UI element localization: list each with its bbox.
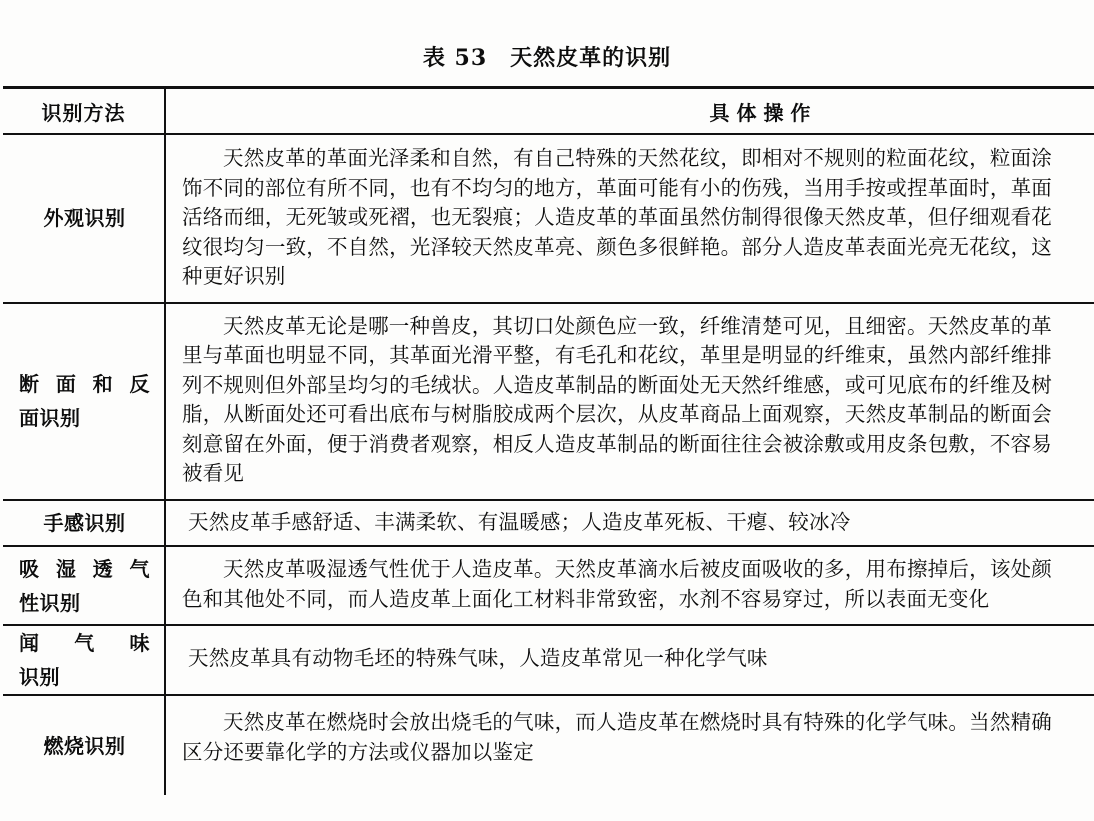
operation-text: 天然皮革的革面光泽柔和自然，有自己特殊的天然花纹，即相对不规则的粒面花纹，粒面涂饰不同的部位有所不同，也有不均匀的地方，革面可能有小的伤残，当用手按或捏革面时，革面活络而细，无死皱或死褶，也无裂痕；人造皮革的革面虽然仿制得很像天然皮革，但仔细观看花纹很均匀一致，不自然，光泽较天然皮革亮、颜色多很鲜艳。部分人造皮革表面光亮无花纹，这种更好识别	[182, 146, 1052, 288]
method-label	[3, 626, 164, 694]
operation-cell-appearance	[165, 134, 1094, 303]
method-label: 手感识别	[43, 510, 126, 535]
method-cell-burning	[3, 695, 165, 795]
table-row	[3, 303, 1094, 500]
method-cell-appearance	[3, 134, 165, 303]
operation-text: 天然皮革无论是哪一种兽皮，其切口处颜色应一致，纤维清楚可见，且细密。天然皮革的革里与革面也明显不同，其革面光滑平整，有毛孔和花纹，革里是明显的纤维束，虽然内部纤维排列不规则但外部呈均匀的毛绒状。人造皮革制品的断面处无天然纤维感，或可见底布的纤维及树脂，从断面处还可看出底布与树脂胶成两个层次，从皮革商品上面观察，天然皮革制品的断面会刻意留在外面，便于消费者观察，相反人造皮革制品的断面往往会被涂敷或用皮条包敷，不容易被看见	[182, 313, 1052, 485]
method-cell-smell	[3, 625, 165, 695]
operation-text: 天然皮革在燃烧时会放出烧毛的气味，而人造皮革在燃烧时具有特殊的化学气味。当然精确区分还要靠化学的方法或仪器加以鉴定	[182, 710, 1052, 764]
method-label: 燃烧识别	[43, 733, 126, 758]
method-cell-moisture-permeability	[3, 546, 165, 625]
method-label-line2: 性识别	[19, 590, 81, 615]
identification-methods-table	[3, 86, 1094, 795]
operation-cell-burning	[165, 695, 1094, 795]
method-label: 外观识别	[43, 206, 126, 231]
column-header-method: 识别方法	[3, 88, 165, 135]
column-header-operation: 具 体 操 作	[165, 88, 1094, 135]
method-label-line1: 闻 气 味	[19, 631, 150, 655]
method-label-line1: 断面和反	[19, 372, 150, 396]
operation-text: 天然皮革具有动物毛坯的特殊气味，人造皮革常见一种化学气味	[188, 646, 768, 671]
operation-cell-cross-section	[165, 303, 1094, 500]
table-row	[3, 546, 1094, 625]
table-row	[3, 134, 1094, 303]
table-row	[3, 695, 1094, 795]
method-label	[3, 367, 164, 435]
table-row	[3, 625, 1094, 695]
method-cell-touch	[3, 500, 165, 547]
page-title: 表 53 天然皮革的识别	[422, 45, 672, 71]
operation-cell-smell	[165, 625, 1094, 695]
method-label-line2: 面识别	[19, 406, 81, 430]
operation-cell-moisture-permeability	[165, 546, 1094, 625]
operation-cell-touch	[165, 500, 1094, 547]
method-cell-cross-section	[3, 303, 165, 500]
method-label	[3, 552, 164, 620]
operation-text: 天然皮革手感舒适、丰满柔软、有温暖感；人造皮革死板、干瘪、较冰冷	[188, 509, 851, 534]
method-label-line1: 吸湿透气	[19, 556, 150, 581]
operation-text: 天然皮革吸湿透气性优于人造皮革。天然皮革滴水后被皮面吸收的多，用布擦掉后，该处颜色和其他处不同，而人造皮革上面化工材料非常致密，水剂不容易穿过，所以表面无变化	[182, 557, 1052, 611]
table-row	[3, 500, 1094, 547]
method-label-line2: 识别	[19, 665, 60, 689]
table-header-row	[3, 88, 1094, 135]
